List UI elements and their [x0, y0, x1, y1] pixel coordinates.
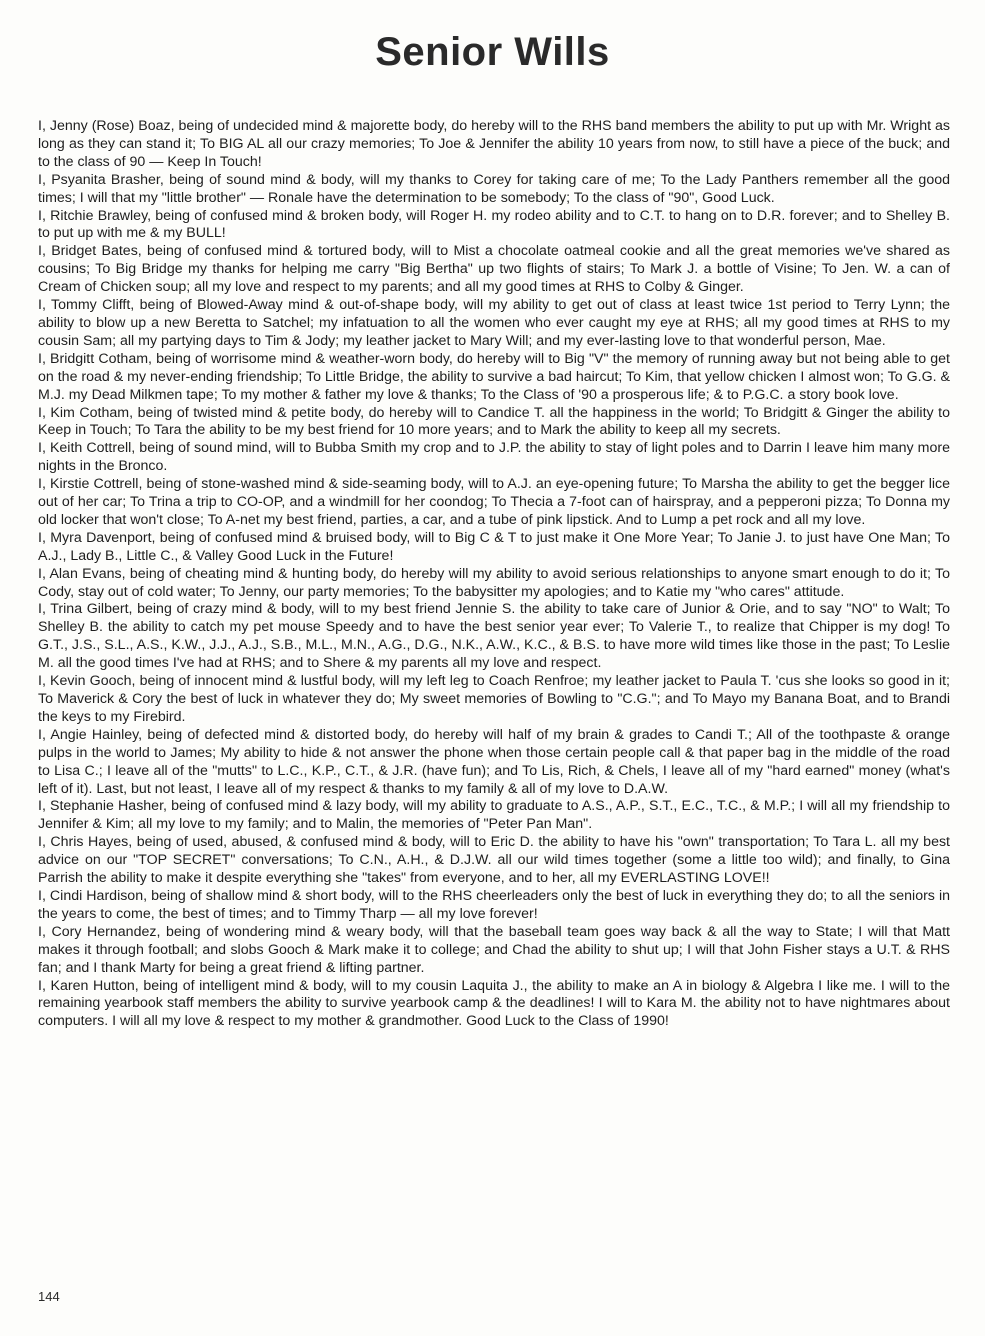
will-entry: I, Cory Hernandez, being of wondering mind & weary body, will that the baseball team goes way back & all the way to State; I will that Matt makes it through football; and slobs Gooch & Mark make it to college; and Chad the ability to shut up; I will that John Fisher stays a U.T. & RHS fan; and I thank Marty for being a great friend & lifting partner.	[38, 923, 950, 976]
will-entry: I, Tommy Clifft, being of Blowed-Away mind & out-of-shape body, will my ability to get out of class at least twice 1st period to Terry Lynn; the ability to blow up a new Beretta to Satchel; my infatuation to all the women who ever caught my eye at RHS; all my good times at RHS to my cousin Sam; all my partying days to Tim & Jody; my leather jacket to Mary Will; and my ever-lasting love to that wonderful person, Mae.	[38, 297, 950, 349]
will-entry: I, Kim Cotham, being of twisted mind & petite body, do hereby will to Candice T. all the happiness in the world; To Bridgitt & Ginger the ability to Keep in Touch; To Tara the ability to be my best friend for 10 more years; and to Mark the ability to keep all my secrets.	[38, 404, 950, 439]
will-entry: I, Bridget Bates, being of confused mind & tortured body, will to Mist a chocolate oatmeal cookie and all the great memories we've shared as cousins; To Big Bridge my thanks for helping me carry "Big Bertha" up two flights of stairs; To Mark J. a bottle of Visine; To Jen. W. a can of Cream of Chicken soup; all my love and respect to my parents; and all my good times at RHS to Colby & Ginger.	[38, 243, 950, 296]
will-entry: I, Stephanie Hasher, being of confused mind & lazy body, will my ability to graduate to A.S., A.P., S.T., E.C., T.C., & M.P.; I will all my friendship to Jennifer & Kim; all my love to my family; and to Malin, the memories of "Peter Pan Man".	[38, 798, 950, 833]
will-entry: I, Kirstie Cottrell, being of stone-washed mind & side-seaming body, will to A.J. an eye-opening future; To Marsha the ability to get the begger lice out of her car; To Trina a trip to CO-OP, and a windmill for her coondog; To Thecia a 7-foot can of hairspray, and a pepperoni pizza; To Donna my old locker that won't close; To A-net my best friend, parties, a car, and a tube of pink lipstick. And to Lump a pet rock and all my love.	[38, 476, 950, 528]
will-entry: I, Trina Gilbert, being of crazy mind & body, will to my best friend Jennie S. the ability to take care of Junior & Orie, and to say "NO" to Walt; To Shelley B. the ability to catch my pet mouse Speedy and to have the best senior year ever; To Valerie T., to realize that Chipper is my dog! To G.T., J.S., S.L., A.S., K.W., J.J., A.J., S.B., M.L., M.N., A.G., D.G., N.K., A.W., K.C., & B.S. to have more wild times like those in the past; To Leslie M. all the good times I've had at RHS; and to Shere & my parents all my love and respect.	[38, 601, 950, 672]
will-entry: I, Angie Hainley, being of defected mind & distorted body, do hereby will half of my brain & grades to Candi T.; All of the toothpaste & orange pulps in the world to James; My ability to hide & not answer the phone when those certain people call & that paper bag in the middle of the road to Lisa C.; I leave all of the "mutts" to L.C., K.P., C.T., & J.R. (have fun); and To Lis, Rich, & Chels, I leave all of my "hard earned" money (what's left of it). Last, but not least, I leave all of my respect & thanks to my family & all of my love to D.A.W.	[38, 726, 950, 797]
will-entry: I, Jenny (Rose) Boaz, being of undecided mind & majorette body, do hereby will to the RHS band members the ability to put up with Mr. Wright as long as they can stand it; To BIG AL all our crazy memories; To Joe & Jennifer the ability 10 years from now, to still have a piece of the buck; and to the class of 90 — Keep In Touch!	[38, 118, 950, 170]
will-entry: I, Karen Hutton, being of intelligent mind & body, will to my cousin Laquita J., the ability to make an A in biology & Algebra I like me. I will to the remaining yearbook staff members the ability to survive yearbook camp & the deadlines! I will to Kara M. the ability not to have nightmares about computers. I will all my love & respect to my mother & grandmother. Good Luck to the Class of 1990!	[38, 977, 950, 1030]
will-entry: I, Bridgitt Cotham, being of worrisome mind & weather-worn body, do hereby will to Big "V" the memory of running away but not being able to get on the road & my never-ending friendship; To Little Bridge, the ability to survive a bad haircut; To Kim, that yellow chicken I almost won; To G.G. & M.J. my Dead Milkmen tape; To my mother & father my love & thanks; To the Class of '90 a prosperous life; & to P.G.C. a story book love.	[38, 350, 950, 403]
page-title: Senior Wills	[375, 30, 610, 74]
will-entry: I, Chris Hayes, being of used, abused, & confused mind & body, will to Eric D. the ability to have his "own" transportation; To Tara L. all my best advice on our "TOP SECRET" conversations; To C.N., A.H., & D.J.W. all our wild times together (some a little too wild); and finally, to Gina Parrish the ability to make it despite everything she "takes" from everyone, and to her, all my EVERLASTING LOVE!!	[38, 834, 950, 887]
will-entry: I, Ritchie Brawley, being of confused mind & broken body, will Roger H. my rodeo ability and to C.T. to hang on to D.R. forever; and to Shelley B. to put up with me & my BULL!	[38, 207, 950, 242]
senior-wills-text	[38, 118, 950, 1031]
will-entry: I, Keith Cottrell, being of sound mind, will to Bubba Smith my crop and to J.P. the ability to stay of light poles and to Darrin I leave him many more nights in the Bronco.	[38, 440, 950, 475]
will-entry: I, Myra Davenport, being of confused mind & bruised body, will to Big C & T to just make it One More Year; To Janie J. to just have One Man; To A.J., Lady B., Little C., & Valley Good Luck in the Future!	[38, 529, 950, 564]
will-entry: I, Kevin Gooch, being of innocent mind & lustful body, will my left leg to Coach Renfroe; my leather jacket to Paula T. 'cus she looks so good in it; To Maverick & Cory the best of luck in whatever they do; My sweet memories of Bowling to "C.G."; and To Mayo my Banana Boat, and to Brandi the keys to my Firebird.	[38, 673, 950, 725]
page-number: 144	[38, 1289, 60, 1304]
will-entry: I, Cindi Hardison, being of shallow mind & short body, will to the RHS cheerleaders only the best of luck in everything they do; to all the seniors in the years to come, the best of times; and to Timmy Tharp — all my love forever!	[38, 887, 950, 922]
will-entry: I, Alan Evans, being of cheating mind & hunting body, do hereby will my ability to avoid serious relationships to anyone smart enough to do it; To Cody, stay out of cold water; To Jenny, our party memories; To the babysitter my apologies; and to Katie my "who cares" attitude.	[38, 565, 950, 600]
will-entry: I, Psyanita Brasher, being of sound mind & body, will my thanks to Corey for taking care of me; To the Lady Panthers remember all the good times; I will that my "little brother" — Ronale have the determination to be somebody; To the class of "90", Good Luck.	[38, 171, 950, 206]
